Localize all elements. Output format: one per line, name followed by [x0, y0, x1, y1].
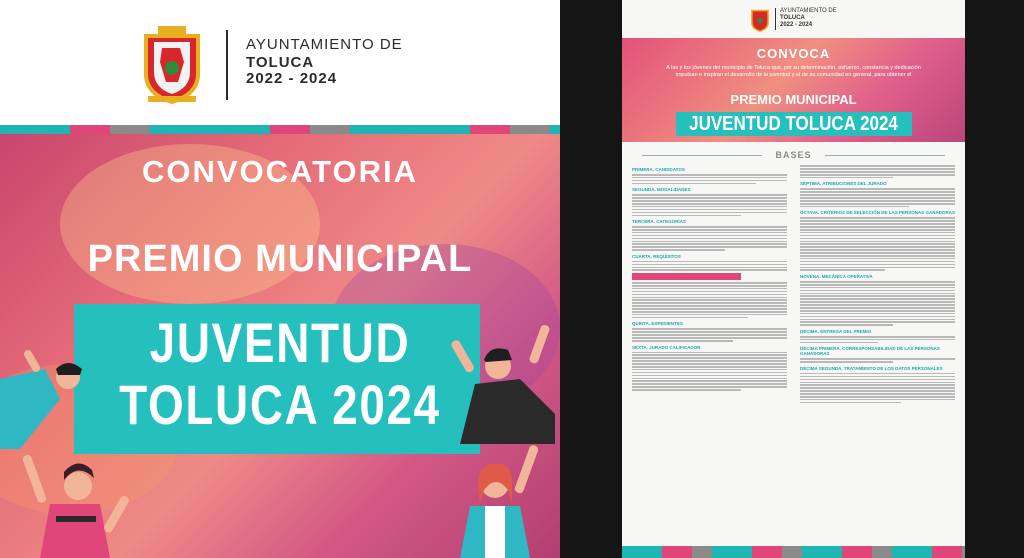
section-heading: SEGUNDA. MODALIDADES [632, 187, 691, 193]
section-heading: OCTAVA. CRITERIOS DE SELECCIÓN DE LAS PERSONAS GANADORAS [800, 210, 956, 216]
poster-body [0, 134, 560, 558]
header-divider [226, 30, 228, 100]
doc-premio: PREMIO MUNICIPAL [730, 92, 857, 107]
section-heading: DÉCIMA SEGUNDA. TRATAMIENTO DE LOS DATOS PERSONALES [800, 365, 943, 371]
section-heading: PRIMERA. CANDIDATOS [632, 167, 685, 172]
doc-banner [622, 38, 965, 142]
doc-convoca: CONVOCA [756, 46, 831, 61]
convocatoria-document-image[interactable] [622, 0, 965, 558]
person-right-illustration [440, 324, 560, 444]
section-heading: DÉCIMA PRIMERA. CORRESPONSABILIDAD DE LAS PERSONAS GANADORAS [800, 346, 940, 357]
section-heading: CUARTA. REQUISITOS [632, 253, 681, 259]
poster-convocatoria: CONVOCATORIA [141, 154, 419, 189]
link-highlight [632, 273, 741, 280]
section-heading: SÉPTIMA. ATRIBUCIONES DEL JURADO [800, 181, 887, 187]
doc-juventud: JUVENTUD TOLUCA 2024 [689, 113, 898, 135]
doc-column-right [800, 164, 955, 405]
section-heading: TERCERA. CATEGORÍAS [632, 219, 686, 225]
section-heading: SEXTA. JURADO CALIFICADOR [632, 344, 701, 350]
doc-bases-heading: BASES [775, 150, 812, 160]
toluca-crest-small-icon [750, 6, 770, 32]
header-line3: 2022 - 2024 [246, 70, 338, 87]
doc-header-line2: TOLUCA [780, 15, 805, 21]
section-heading: QUINTA. EXPEDIENTES [632, 321, 683, 327]
poster-juventud-line1: JUVENTUD [149, 311, 411, 374]
person-bottom-right-illustration [450, 444, 560, 558]
section-heading: NOVENA. MECÁNICA OPERATIVA [800, 274, 873, 280]
doc-footer-stripe [622, 546, 965, 558]
bases-rule-right [825, 155, 945, 156]
section-heading: DÉCIMA. ENTREGA DEL PREMIO [800, 328, 872, 334]
poster-juventud-line2: TOLUCA 2024 [119, 373, 441, 436]
doc-intro: A las y los jóvenes del municipio de Toluca que, por su determinación, esfuerzo, constancia y dedicación impulsan e inspiran el desarrollo de la juventud y el de su comunidad en general, para obtener el [666, 65, 921, 78]
poster-stripe [0, 125, 560, 134]
doc-header-divider [775, 8, 776, 30]
doc-header-line1: AYUNTAMIENTO DE [780, 8, 837, 14]
person-left-illustration [0, 339, 95, 449]
toluca-crest-icon [140, 22, 204, 104]
poster-premio-municipal: PREMIO MUNICIPAL [87, 238, 473, 280]
header-line1: AYUNTAMIENTO DE [246, 36, 403, 53]
poster-header [0, 0, 560, 125]
doc-header-line3: 2022 - 2024 [780, 22, 813, 28]
doc-column-left [632, 164, 787, 392]
person-bottom-left-illustration [20, 434, 130, 558]
header-line2: TOLUCA [246, 54, 315, 71]
